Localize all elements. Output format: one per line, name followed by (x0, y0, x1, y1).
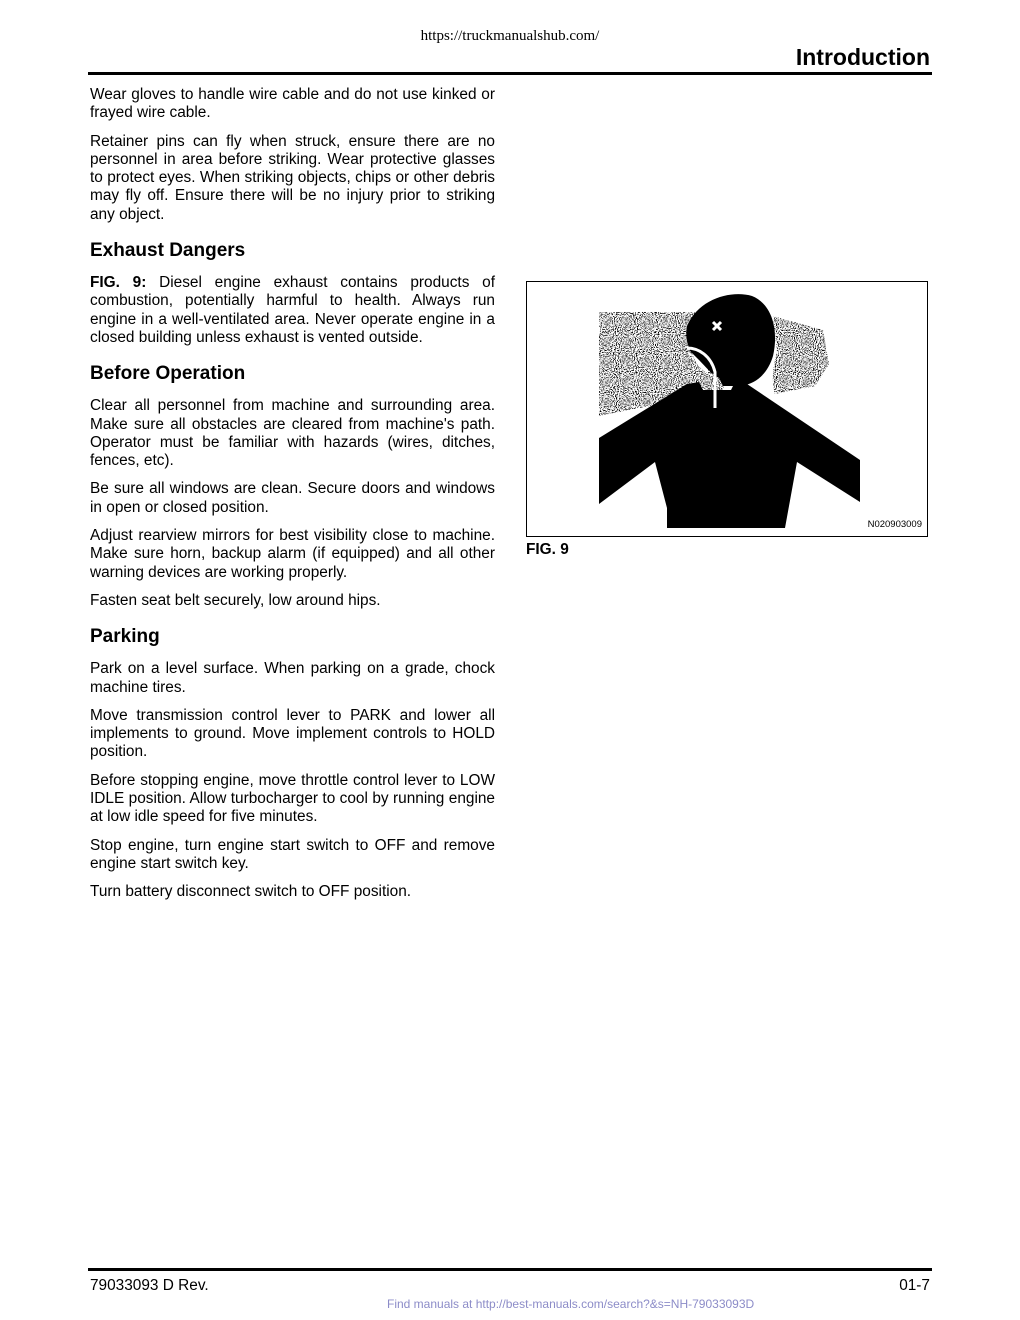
find-manuals-link[interactable]: Find manuals at http://best-manuals.com/search?&s=NH-79033093D (387, 1297, 755, 1311)
figure-9 (526, 281, 928, 537)
paragraph-battery: Turn battery disconnect switch to OFF position. (90, 883, 412, 901)
paragraph-mirrors: Adjust rearview mirrors for best visibility close to machine. Make sure horn, backup alarm (if equipped) and all other warning devices are working properly. (90, 527, 495, 581)
paragraph-level-surface: Park on a level surface. When parking on a grade, chock machine tires. (90, 660, 495, 696)
paragraph-clear-personnel: Clear all personnel from machine and surrounding area. Make sure all obstacles are cleared from machine's path. Operator must be familiar with hazards (wires, ditches, fences, etc). (90, 397, 495, 470)
paragraph-retainer-pins: Retainer pins can fly when struck, ensure there are no personnel in area before striking. Wear protective glasses to protect eyes. When striking objects, chips or other debris may fly off. Ensure there will be no injury prior to striking any object. (90, 132, 495, 223)
paragraph-seat-belt: Fasten seat belt securely, low around hips. (90, 591, 381, 609)
paragraph-transmission: Move transmission control lever to PARK and lower all implements to ground. Move implement controls to HOLD position. (90, 706, 495, 761)
heading-before-operation: Before Operation (90, 363, 246, 385)
exhaust-text: Diesel engine exhaust contains products of combustion, potentially harmful to health. Always run engine in a well-ventilated area. Never operate engine in a closed building unless exhaust is vented outside. (90, 274, 495, 346)
figure-reference: FIG. 9: (90, 274, 147, 292)
paragraph-stop-engine: Stop engine, turn engine start switch to OFF and remove engine start switch key. (90, 836, 495, 872)
paragraph-throttle: Before stopping engine, move throttle control lever to LOW IDLE position. Allow turbocharger to cool by running engine at low idle speed for five minutes. (90, 771, 495, 826)
document-number: 79033093 D Rev. (90, 1277, 209, 1294)
figure-code: N020903009 (867, 519, 922, 530)
figure-caption: FIG. 9 (526, 541, 569, 558)
paragraph-exhaust (90, 274, 495, 347)
page-number: 01-7 (899, 1277, 930, 1294)
heading-exhaust-dangers: Exhaust Dangers (90, 240, 246, 262)
site-url[interactable]: https://truckmanualshub.com/ (420, 28, 600, 44)
footer-rule (88, 1268, 932, 1271)
heading-parking: Parking (90, 626, 160, 648)
section-title: Introduction (795, 44, 930, 70)
main-text-column (90, 86, 495, 912)
paragraph-windows: Be sure all windows are clean. Secure doors and windows in open or closed position. (90, 480, 495, 516)
exhaust-inhalation-hazard-icon (527, 282, 929, 538)
paragraph-wire-cable: Wear gloves to handle wire cable and do not use kinked or frayed wire cable. (90, 86, 495, 122)
header-rule (88, 72, 932, 75)
